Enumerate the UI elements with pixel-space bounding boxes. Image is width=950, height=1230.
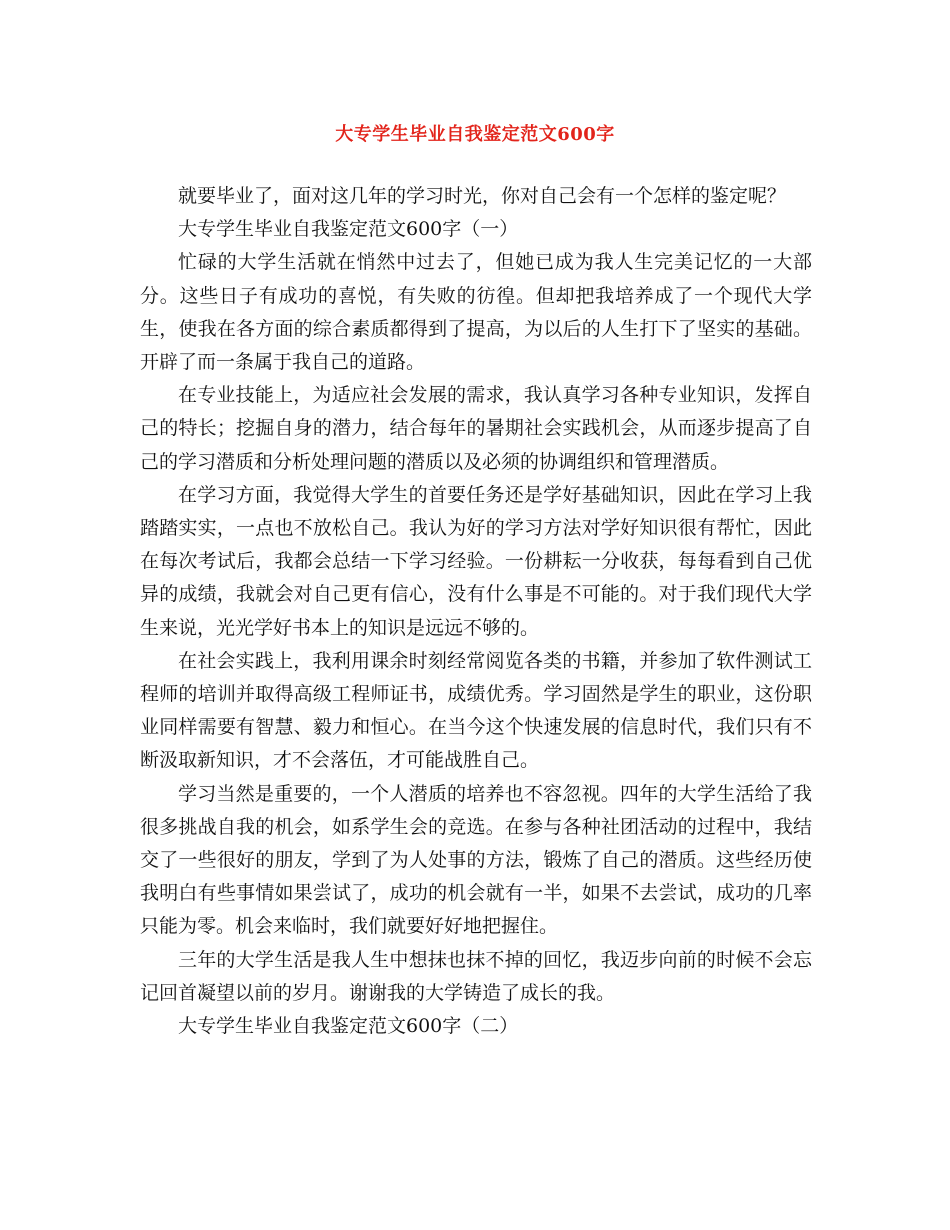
document-body — [140, 180, 812, 1043]
paragraph-intro: 就要毕业了，面对这几年的学习时光，你对自己会有一个怎样的鉴定呢？ — [178, 185, 787, 207]
section-heading-1: 大专学生毕业自我鉴定范文600字（一） — [178, 218, 519, 241]
paragraph: 忙碌的大学生活就在悄然中过去了，但她已成为我人生完美记忆的一大部分。这些日子有成功的喜悦，有失败的彷徨。但却把我培养成了一个现代大学生，使我在各方面的综合素质都得到了提高，为以后的人生打下了坚实的基础。开辟了而一条属于我自己的道路。 — [140, 251, 812, 374]
paragraph: 学习当然是重要的，一个人潜质的培养也不容忽视。四年的大学生活给了我很多挑战自我的机会，如系学生会的竞选。在参与各种社团活动的过程中，我结交了一些很好的朋友，学到了为人处事的方法，锻炼了自己的潜质。这些经历使我明白有些事情如果尝试了，成功的机会就有一半，如果不去尝试，成功的几率只能为零。机会来临时，我们就要好好地把握住。 — [140, 782, 812, 938]
document-title: 大专学生毕业自我鉴定范文600字 — [335, 124, 615, 145]
paragraph: 三年的大学生活是我人生中想抹也抹不掉的回忆，我迈步向前的时候不会忘记回首凝望以前的岁月。谢谢我的大学铸造了成长的我。 — [140, 948, 812, 1004]
section-heading-2: 大专学生毕业自我鉴定范文600字（二） — [178, 1015, 519, 1038]
paragraph: 在学习方面，我觉得大学生的首要任务还是学好基础知识，因此在学习上我踏踏实实，一点也不放松自己。我认为好的学习方法对学好知识很有帮忙，因此在每次考试后，我都会总结一下学习经验。一份耕耘一分收获，每每看到自己优异的成绩，我就会对自己更有信心，没有什么事是不可能的。对于我们现代大学生来说，光光学好书本上的知识是远远不够的。 — [140, 483, 812, 639]
paragraph: 在专业技能上，为适应社会发展的需求，我认真学习各种专业知识，发挥自己的特长；挖掘自身的潜力，结合每年的暑期社会实践机会，从而逐步提高了自己的学习潜质和分析处理问题的潜质以及必须的协调组织和管理潜质。 — [140, 384, 812, 473]
paragraph: 在社会实践上，我利用课余时刻经常阅览各类的书籍，并参加了软件测试工程师的培训并取得高级工程师证书，成绩优秀。学习固然是学生的职业，这份职业同样需要有智慧、毅力和恒心。在当今这个快速发展的信息时代，我们只有不断汲取新知识，才不会落伍，才可能战胜自己。 — [140, 649, 812, 772]
